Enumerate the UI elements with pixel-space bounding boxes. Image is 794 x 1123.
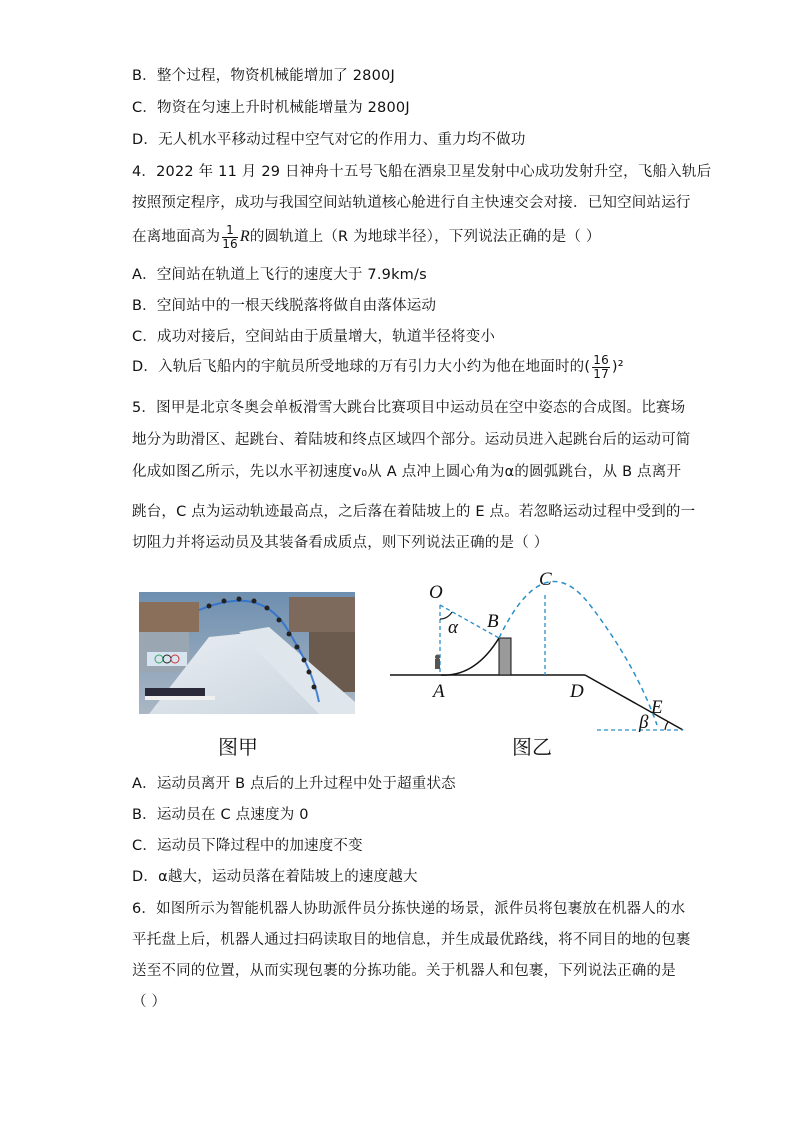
q5-stem-line2: 地分为助滑区、起跳台、着陆坡和终点区域四个部分。运动员进入起跳台后的运动可简 <box>132 432 691 448</box>
q4-stem-line3: 在离地面高为 $\frac{1}{16}$ R的圆轨道上（R 为地球半径），下列说法正确的是（ ） <box>132 222 601 251</box>
q5-stem-line1: 5．图甲是北京冬奥会单板滑雪大跳台比赛项目中运动员在空中姿态的合成图。比赛场 <box>132 400 686 416</box>
ski-jump-photo <box>139 592 355 714</box>
q6-stem-line2: 平托盘上后，机器人通过扫码读取目的地信息，并生成最优路线，将不同目的地的包裹 <box>132 932 691 948</box>
q3-option-c: C．物资在匀速上升时机械能增量为 2800J <box>132 100 410 116</box>
q4-fraction: $\frac{1}{16}$ <box>222 222 238 251</box>
q5-stem-line4: 跳台，C 点为运动轨迹最高点，之后落在着陆坡上的 E 点。若忽略运动过程中受到的一 <box>132 504 696 520</box>
label-c: C <box>539 569 552 590</box>
q6-stem-line3: 送至不同的位置，从而实现包裹的分拣功能。关于机器人和包裹，下列说法正确的是 <box>132 963 676 979</box>
q4-option-b: B．空间站中的一根天线脱落将做自由落体运动 <box>132 298 437 314</box>
landing-slope <box>585 675 683 730</box>
q5-stem-line3: 化成如图乙所示，先以水平初速度v₀从 A 点冲上圆心角为α的圆弧跳台，从 B 点离开 <box>132 464 682 480</box>
q5-option-b: B．运动员在 C 点速度为 0 <box>132 807 309 823</box>
caption-figure-jia: 图甲 <box>218 735 258 759</box>
jump-arc <box>441 638 499 675</box>
caption-figure-yi: 图乙 <box>512 735 552 759</box>
q5-option-c: C．运动员下降过程中的加速度不变 <box>132 838 363 854</box>
label-alpha: α <box>448 617 458 638</box>
q4-option-c: C．成功对接后，空间站由于质量增大，轨道半径将变小 <box>132 329 496 345</box>
q5-stem-line5: 切阻力并将运动员及其装备看成质点，则下列说法正确的是（ ） <box>132 535 549 551</box>
q3-option-b: B．整个过程，物资机械能增加了 2800J <box>132 68 395 84</box>
q4-option-d: D．入轨后飞船内的宇航员所受地球的万有引力大小约为他在地面时的( $\frac{16}{17}$ )² <box>132 352 624 381</box>
skier-icon <box>435 655 440 670</box>
label-a: A <box>433 681 445 702</box>
q4-stem-line2: 按照预定程序，成功与我国空间站轨道核心舱进行自主快速交会对接．已知空间站运行 <box>132 195 691 211</box>
q4-stem-line1: 4．2022 年 11 月 29 日神舟十五号飞船在酒泉卫星发射中心成功发射升空，飞船入轨后 <box>132 164 712 180</box>
q6-stem-line4: （ ） <box>132 994 167 1010</box>
trajectory-curve <box>499 581 657 725</box>
q5-option-a: A．运动员离开 B 点后的上升过程中处于超重状态 <box>132 776 456 792</box>
q4-option-a: A．空间站在轨道上飞行的速度大于 7.9km/s <box>132 267 427 283</box>
label-b: B <box>487 611 499 632</box>
label-d: D <box>570 681 584 702</box>
label-beta: β <box>639 712 649 733</box>
trajectory-diagram <box>385 565 695 740</box>
q6-stem-line1: 6．如图所示为智能机器人协助派件员分拣快递的场景，派件员将包裹放在机器人的水 <box>132 901 686 917</box>
q4-option-d-fraction: $\frac{16}{17}$ <box>593 352 609 381</box>
label-o: O <box>429 582 443 603</box>
q3-option-d: D．无人机水平移动过程中空气对它的作用力、重力均不做功 <box>132 132 526 148</box>
jump-block <box>499 638 511 675</box>
label-e: E <box>651 697 663 718</box>
q5-option-d: D．α越大，运动员落在着陆坡上的速度越大 <box>132 869 418 885</box>
beta-arc <box>665 722 668 730</box>
